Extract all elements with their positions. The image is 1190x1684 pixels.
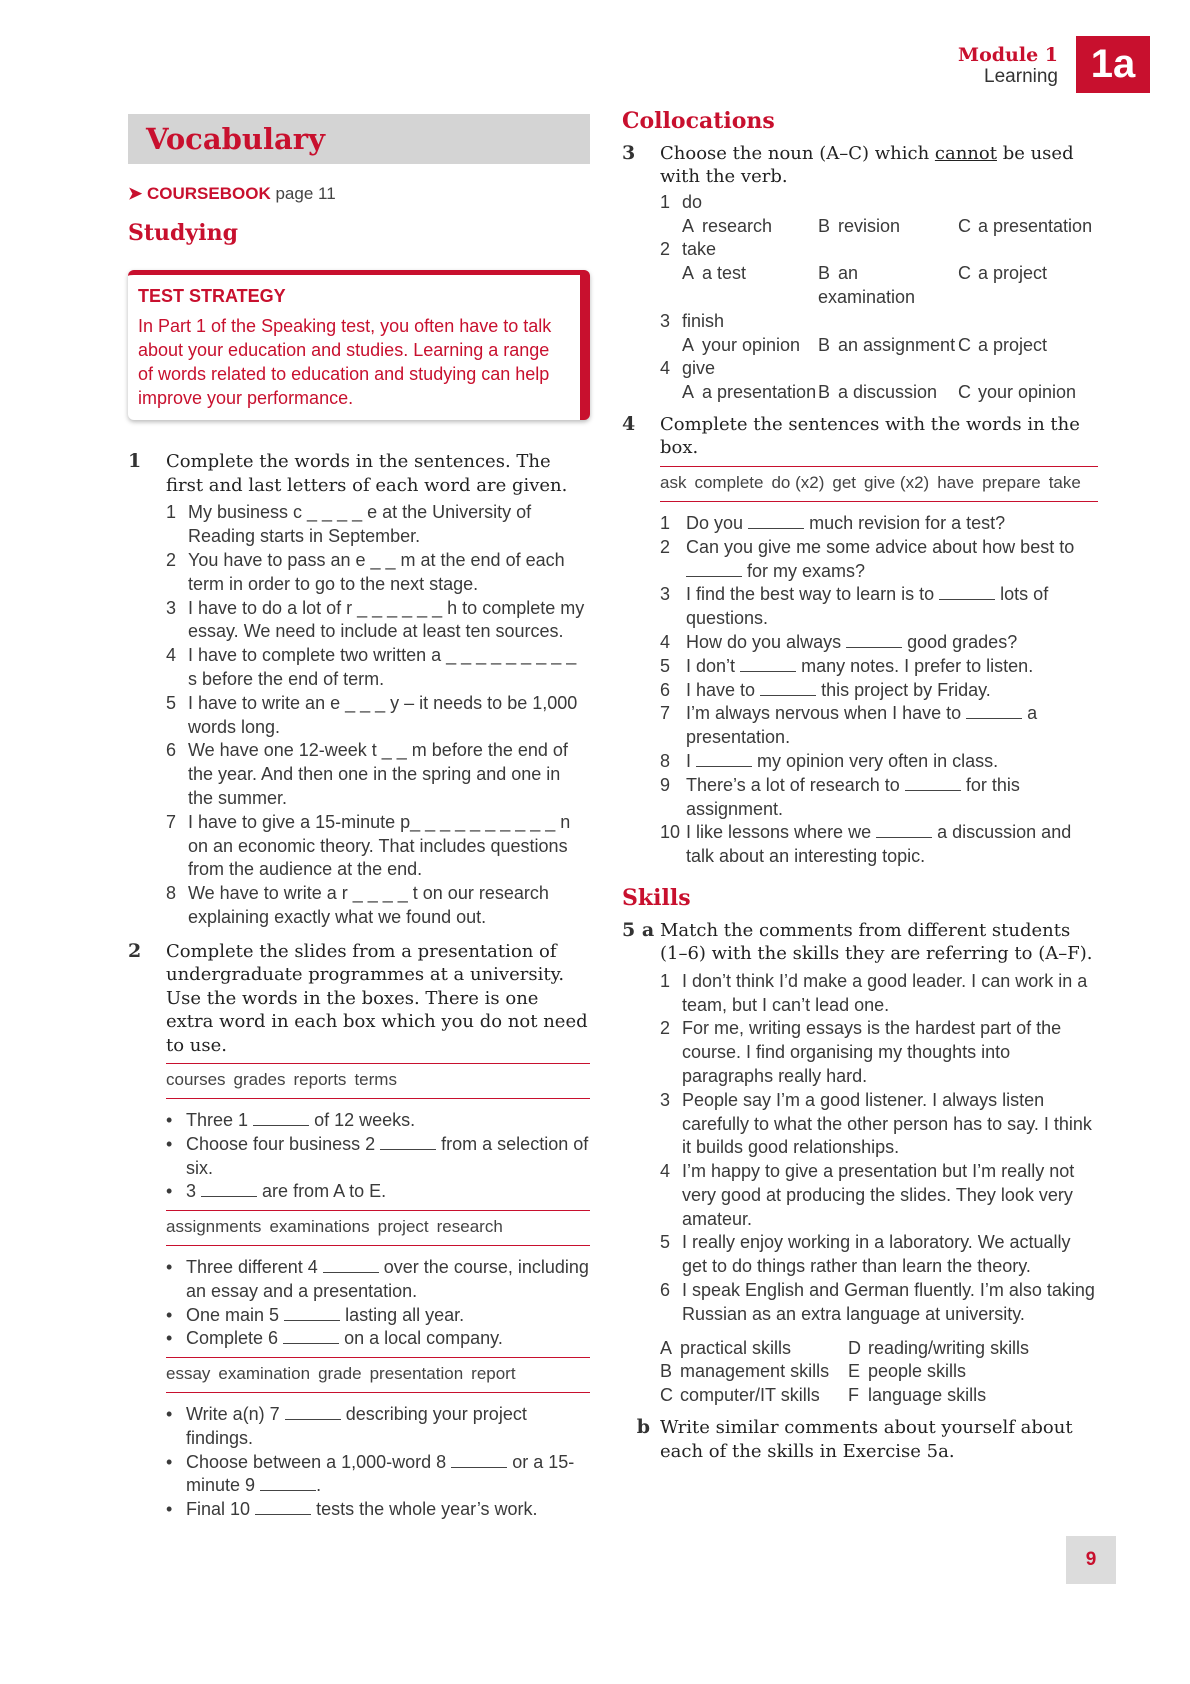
answer-blank[interactable]	[451, 1453, 507, 1468]
answer-blank[interactable]	[255, 1500, 311, 1515]
answer-blank[interactable]	[285, 1405, 341, 1420]
answer-blank[interactable]	[760, 681, 816, 696]
exercise-3	[622, 142, 1098, 189]
list-item: • Choose four business 2 from a selection of six.	[166, 1133, 589, 1178]
skills-heading: Skills	[622, 884, 691, 911]
list-item: 6 I speak English and German fluently. I’m also taking Russian as an extra language at university.	[660, 1280, 1095, 1324]
right-column	[622, 110, 1098, 1463]
exercise-number: 2	[128, 939, 142, 962]
list-item: 3 I find the best way to learn is to lots of questions.	[660, 584, 1049, 629]
list-item: 2 Can you give me some advice about how best to for my exams?	[660, 536, 1075, 581]
list-item: 10 I like lessons where we a discussion and talk about an interesting topic.	[660, 822, 1072, 867]
list-item: • Write a(n) 7 describing your project findings.	[166, 1404, 527, 1448]
left-column	[128, 114, 590, 1522]
coursebook-reference	[128, 182, 590, 206]
word-box: ask complete do (x2) get give (x2) have prepare take	[660, 466, 1098, 502]
exercise-number: 5 a	[622, 918, 655, 941]
answer-blank[interactable]	[846, 633, 902, 648]
exercise-number: 1	[128, 450, 142, 473]
list-item: 3 I have to do a lot of r _ _ _ _ _ _ h to complete my essay. We need to include at least ten sources.	[166, 597, 585, 642]
list-item: 2 You have to pass an e _ _ m at the end of each term in order to go to the next stage.	[166, 549, 565, 594]
word-box: assignments examinations project research	[166, 1210, 590, 1246]
list-item: • Final 10 tests the whole year’s work.	[166, 1499, 538, 1520]
list-item: 8 We have to write a r _ _ _ _ t on our research explaining exactly what we found out.	[166, 883, 549, 927]
options-row: A your opinion B an assignment C a project	[682, 334, 1048, 355]
exercise-5a-items	[660, 970, 1098, 1327]
answer-blank[interactable]	[323, 1258, 379, 1273]
exercise-instructions: Complete the slides from a presentation of undergraduate programmes at a university. Use the words in the boxes. There is one extra word in each box which you do not need to use.	[166, 940, 588, 1056]
page-number: 9	[1066, 1536, 1116, 1584]
coursebook-label: COURSEBOOK	[146, 184, 271, 203]
answer-blank[interactable]	[748, 514, 804, 529]
exercise-number: b	[636, 1416, 650, 1439]
studying-heading: Studying	[128, 219, 238, 246]
skill-option: B management skills	[660, 1361, 830, 1382]
list-item: • Complete 6 on a local company.	[166, 1328, 503, 1349]
list-item: 4 I have to complete two written a _ _ _ _ _ _ _ _ _ s before the end of term.	[166, 645, 577, 689]
exercise-instructions: Choose the noun (A–C) which cannot be used with the verb.	[660, 142, 1074, 188]
answer-blank[interactable]	[939, 585, 995, 600]
list-item: 6 We have one 12-week t _ _ m before the end of the year. And then one in the spring and one in the summer.	[166, 740, 568, 808]
exercise-number: 4	[622, 412, 636, 435]
exercise-5b	[622, 1416, 1098, 1463]
answer-blank[interactable]	[905, 776, 961, 791]
exercise-instructions: Write similar comments about yourself about each of the skills in Exercise 5a.	[660, 1417, 1073, 1462]
answer-blank[interactable]	[876, 823, 932, 838]
options-row: A a presentation B a discussion C your opinion	[682, 382, 1077, 403]
list-item: 5 I have to write an e _ _ _ y – it needs to be 1,000 words long.	[166, 692, 578, 737]
strategy-body: In Part 1 of the Speaking test, you often have to talk about your education and studies. Learning a range of words related to education and studying can help improve your performance.	[138, 316, 552, 409]
vocabulary-banner: Vocabulary	[128, 114, 590, 164]
list-item: 6 I have to this project by Friday.	[660, 679, 991, 700]
answer-blank[interactable]	[966, 704, 1022, 719]
exercise-2-body	[166, 1063, 590, 1522]
list-item: • Three 1 of 12 weeks.	[166, 1110, 416, 1131]
answer-blank[interactable]	[740, 657, 796, 672]
exercise-2	[128, 940, 590, 1058]
answer-blank[interactable]	[284, 1306, 340, 1321]
exercise-1-items	[166, 501, 590, 929]
collocations-heading: Collocations	[622, 108, 775, 134]
module-label: Module 1	[958, 44, 1058, 66]
list-item: 7 I have to give a 15-minute p_ _ _ _ _ _ _ _ _ _ n on an economic theory. That includes questions from the audience at the end.	[166, 811, 571, 880]
strategy-title: TEST STRATEGY	[138, 285, 286, 306]
verb-item: 3 finish	[660, 310, 725, 331]
module-subtitle: Learning	[984, 66, 1058, 87]
answer-blank[interactable]	[380, 1135, 436, 1150]
answer-blank[interactable]	[283, 1329, 339, 1344]
list-item: 5 I really enjoy working in a laboratory. We actually get to do things rather than learn the theory.	[660, 1232, 1071, 1277]
skills-options	[660, 1337, 1098, 1408]
module-header	[958, 44, 1058, 88]
answer-blank[interactable]	[201, 1182, 257, 1197]
skill-option: F language skills	[848, 1385, 987, 1406]
skill-option: E people skills	[848, 1361, 967, 1382]
coursebook-page: page 11	[275, 184, 336, 203]
list-item: 3 People say I’m a good listener. I always listen carefully to what the other person has to say. I think it builds good relationships.	[660, 1089, 1092, 1158]
list-item: 4 I’m happy to give a presentation but I’m really not very good at producing the slides. They look very amateur.	[660, 1161, 1075, 1229]
unit-tab: 1a	[1076, 36, 1150, 93]
list-item: 7 I’m always nervous when I have to a presentation.	[660, 703, 1038, 748]
exercise-instructions: Complete the sentences with the words in the box.	[660, 413, 1080, 459]
exercise-instructions: Complete the words in the sentences. The first and last letters of each word are given.	[166, 451, 568, 496]
arrow-icon: ➤	[128, 184, 143, 203]
list-item: 1 My business c _ _ _ _ e at the University of Reading starts in September.	[166, 502, 532, 547]
test-strategy-box	[128, 270, 590, 421]
skill-option: D reading/writing skills	[848, 1337, 1030, 1358]
options-row: A a test B an examination C a project	[682, 263, 1048, 307]
exercise-3-items	[660, 191, 1098, 405]
list-item: 2 For me, writing essays is the hardest part of the course. I find organising my thoughts into paragraphs really hard.	[660, 1018, 1062, 1086]
exercise-4	[622, 413, 1098, 460]
exercise-number: 3	[622, 141, 636, 164]
list-item: 4 How do you always good grades?	[660, 631, 1018, 652]
word-box: essay examination grade presentation report	[166, 1357, 590, 1393]
list-item: 9 There’s a lot of research to for this assignment.	[660, 774, 1020, 819]
exercise-instructions: Match the comments from different students (1–6) with the skills they are referring to (A–F).	[660, 919, 1093, 965]
options-row: A research B revision C a presentation	[682, 215, 1093, 236]
exercise-5a	[622, 919, 1098, 966]
skill-option: A practical skills	[660, 1337, 792, 1358]
verb-item: 4 give	[660, 358, 716, 379]
list-item: • 3 are from A to E.	[166, 1181, 387, 1202]
verb-item: 2 take	[660, 239, 717, 260]
list-item: 8 I my opinion very often in class.	[660, 750, 999, 771]
answer-blank[interactable]	[696, 752, 752, 767]
verb-item: 1 do	[660, 191, 703, 212]
list-item: • One main 5 lasting all year.	[166, 1304, 465, 1325]
answer-blank[interactable]	[260, 1476, 316, 1491]
list-item: 5 I don’t many notes. I prefer to listen.	[660, 655, 1034, 676]
answer-blank[interactable]	[686, 562, 742, 577]
exercise-4-body	[660, 466, 1098, 869]
list-item: 1 Do you much revision for a test?	[660, 512, 1006, 533]
list-item: • Three different 4 over the course, including an essay and a presentation.	[166, 1257, 589, 1301]
exercise-1	[128, 450, 590, 497]
list-item: 1 I don’t think I’d make a good leader. I can work in a team, but I can’t lead one.	[660, 970, 1088, 1015]
answer-blank[interactable]	[253, 1111, 309, 1126]
word-box: courses grades reports terms	[166, 1063, 590, 1099]
list-item: • Choose between a 1,000-word 8 or a 15-minute 9 .	[166, 1451, 575, 1496]
skill-option: C computer/IT skills	[660, 1385, 820, 1406]
